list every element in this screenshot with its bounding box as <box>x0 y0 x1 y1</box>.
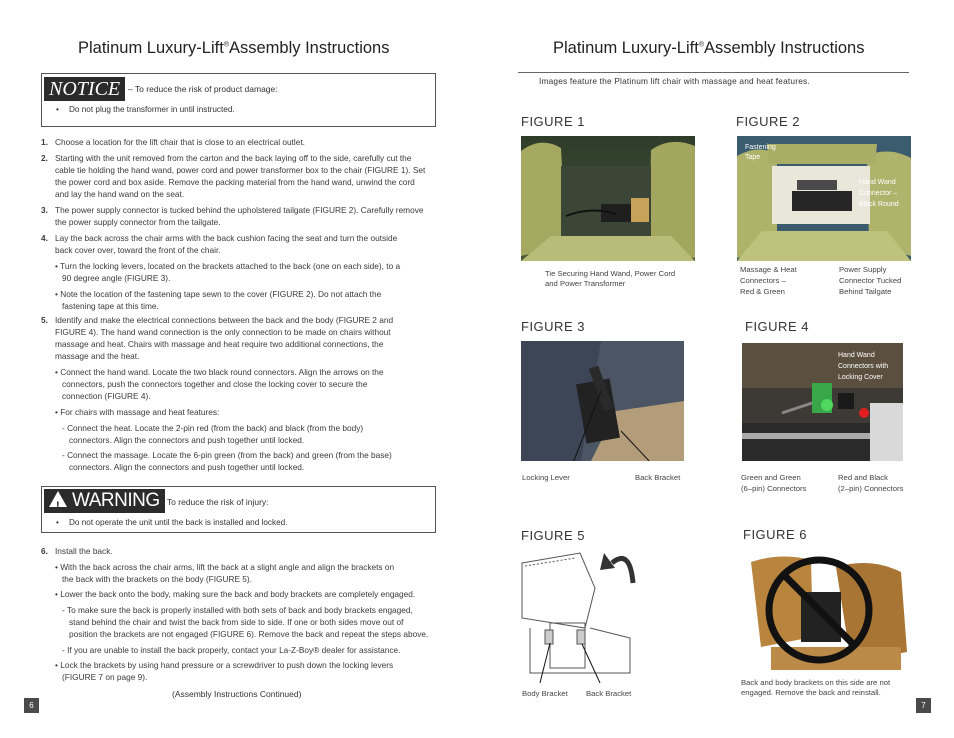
instruction-line: connectors. Align the connectors and push together until locked. <box>69 435 305 445</box>
figure-4-caption-left-line2: (6–pin) Connectors <box>741 484 807 493</box>
left-page-title: Platinum Luxury-Lift®Assembly Instructions <box>78 39 390 57</box>
page-number-right: 7 <box>916 698 931 713</box>
instruction-line: Lay the back across the chair arms with the back cushion facing the seat and turn the outside <box>55 233 398 243</box>
step-number: 5. <box>41 315 48 325</box>
instruction-line: position the brackets are not engaged (FIGURE 6). Remove the back and repeat the steps above. <box>69 629 429 639</box>
figure-2-inset-wand-line1: Hand Wand <box>859 179 896 186</box>
warning-triangle-icon <box>49 491 67 507</box>
instruction-line: and lay the hand wand on the seat. <box>55 189 185 199</box>
notice-heading: – To reduce the risk of product damage: <box>128 84 278 94</box>
instruction-line: fastening tape at this time. <box>62 301 159 311</box>
continued-note: (Assembly Instructions Continued) <box>172 689 302 699</box>
figure-4-caption-right-line2: (2–pin) Connectors <box>838 484 904 493</box>
figure-3-caption-right: Back Bracket <box>635 473 681 482</box>
right-page-title: Platinum Luxury-Lift®Assembly Instructions <box>553 39 865 57</box>
figure-2-inset-wand-line2: Connector – <box>859 190 898 197</box>
figure-6-caption-line2: engaged. Remove the back and reinstall. <box>741 688 881 697</box>
instruction-line: the power cord and box aside. Remove the packing material from the hand wand, unwind the cord <box>55 177 415 187</box>
instruction-line: • Lower the back onto the body, making sure the back and body brackets are completely engaged. <box>55 589 416 599</box>
instruction-line: • With the back across the chair arms, lift the back at a slight angle and align the brackets on <box>55 562 395 572</box>
figure-3-label: FIGURE 3 <box>521 319 585 334</box>
figure-4-inset-line2: Connectors with <box>838 363 889 370</box>
step-number: 1. <box>41 137 48 147</box>
instruction-line: - Connect the massage. Locate the 6-pin green (from the back) and green (from the base) <box>62 450 392 460</box>
notice-bullet: • <box>56 105 59 114</box>
notice-badge: NOTICE <box>44 77 125 101</box>
instruction-line: massage and the heat. <box>55 351 140 361</box>
instruction-line: the back with the brackets on the body (FIGURE 5). <box>62 574 252 584</box>
figure-2-caption-left-line3: Red & Green <box>740 287 785 296</box>
instruction-line: • For chairs with massage and heat features: <box>55 407 220 417</box>
figure-4-inset-line1: Hand Wand <box>838 352 875 359</box>
figure-2-caption-right-line1: Power Supply <box>839 265 887 274</box>
figure-5-caption-left: Body Bracket <box>522 689 568 698</box>
figure-4-caption-left-line1: Green and Green <box>741 473 801 482</box>
figure-4-inset-line3: Locking Cover <box>838 374 883 381</box>
instruction-line: massage and heat. Chairs with massage and heat require two additional connections, the <box>55 339 384 349</box>
instruction-line: cable tie holding the hand wand, power cord and power transformer box to the chair (FIGURE 1). Set <box>55 165 426 175</box>
figure-6-label: FIGURE 6 <box>743 527 807 542</box>
step-number: 2. <box>41 153 48 163</box>
step-number: 3. <box>41 205 48 215</box>
figure-4-photo <box>742 343 903 461</box>
instruction-line: • Note the location of the fastening tape sewn to the cover (FIGURE 2). Do not attach the <box>55 289 382 299</box>
instruction-line: - If you are unable to install the back properly, contact your La-Z-Boy® dealer for assistance. <box>62 645 401 655</box>
figure-2-caption-left-line1: Massage & Heat <box>740 265 797 274</box>
figure-3-photo <box>521 341 684 461</box>
step-number: 6. <box>41 546 48 556</box>
instruction-line: (FIGURE 7 on page 9). <box>62 672 148 682</box>
instruction-line: Install the back. <box>55 546 113 556</box>
header-rule <box>518 72 909 73</box>
figure-4-caption-right-line1: Red and Black <box>838 473 888 482</box>
figure-2-photo <box>737 136 911 261</box>
figure-2-inset-fastening-line1: Fastening <box>745 144 776 151</box>
instruction-line: Starting with the unit removed from the carton and the back laying off to the side, carefully cut the <box>55 153 412 163</box>
intro-text: Images feature the Platinum lift chair with massage and heat features. <box>539 76 810 86</box>
figure-1-photo <box>521 136 695 261</box>
instruction-line: - To make sure the back is properly installed with both sets of back and body brackets engaged, <box>62 605 413 615</box>
instruction-line: connectors, push the connectors together and close the locking cover to secure the <box>62 379 368 389</box>
figure-2-caption-left-line2: Connectors – <box>740 276 786 285</box>
warning-bullet: • <box>56 518 59 527</box>
instruction-line: Choose a location for the lift chair that is close to an electrical outlet. <box>55 137 305 147</box>
figure-1-caption-line1: Tie Securing Hand Wand, Power Cord <box>545 269 676 278</box>
instruction-line: stand behind the chair and twist the back from side to side. If one or both sides move out of <box>69 617 404 627</box>
notice-item: Do not plug the transformer in until instructed. <box>69 105 235 114</box>
figure-1-label: FIGURE 1 <box>521 114 585 129</box>
instruction-line: • Lock the brackets by using hand pressure or a screwdriver to push down the locking levers <box>55 660 394 670</box>
instruction-line: FIGURE 4). The hand wand connection is the only connection to be made on chairs without <box>55 327 391 337</box>
instruction-line: the power supply connector from the tailgate. <box>55 217 221 227</box>
instruction-line: 90 degree angle (FIGURE 3). <box>62 273 171 283</box>
figure-5-caption-right: Back Bracket <box>586 689 632 698</box>
instruction-line: back cover over, toward the front of the chair. <box>55 245 221 255</box>
warning-item: Do not operate the unit until the back is installed and locked. <box>69 518 288 527</box>
instruction-line: • Turn the locking levers, located on the brackets attached to the back (one on each side), to a <box>55 261 401 271</box>
figure-2-inset-fastening-line2: Tape <box>745 154 761 161</box>
figure-5-drawing <box>520 548 640 683</box>
figure-3-caption-left: Locking Lever <box>522 473 570 482</box>
instruction-line: connection (FIGURE 4). <box>62 391 151 401</box>
figure-1-caption-line2: and Power Transformer <box>545 279 626 288</box>
warning-heading: – To reduce the risk of injury: <box>160 497 269 507</box>
instruction-line: connectors. Align the connectors and push together until locked. <box>69 462 305 472</box>
figure-2-caption-right-line3: Behind Tailgate <box>839 287 892 296</box>
page-number-left: 6 <box>24 698 39 713</box>
warning-badge: !WARNING <box>44 489 165 513</box>
figure-6-photo <box>741 552 907 670</box>
figure-2-label: FIGURE 2 <box>736 114 800 129</box>
instruction-line: The power supply connector is tucked behind the upholstered tailgate (FIGURE 2). Carefully remove <box>55 205 424 215</box>
figure-2-inset-wand-line3: Black Round <box>859 201 899 208</box>
figure-4-label: FIGURE 4 <box>745 319 809 334</box>
step-number: 4. <box>41 233 48 243</box>
instruction-line: • Connect the hand wand. Locate the two black round connectors. Align the arrows on the <box>55 367 384 377</box>
figure-2-caption-right-line2: Connector Tucked <box>839 276 902 285</box>
figure-5-label: FIGURE 5 <box>521 528 585 543</box>
figure-6-caption-line1: Back and body brackets on this side are not <box>741 678 891 687</box>
instruction-line: - Connect the heat. Locate the 2-pin red (from the back) and black (from the body) <box>62 423 364 433</box>
instruction-line: Identify and make the electrical connections between the back and the body (FIGURE 2 and <box>55 315 394 325</box>
